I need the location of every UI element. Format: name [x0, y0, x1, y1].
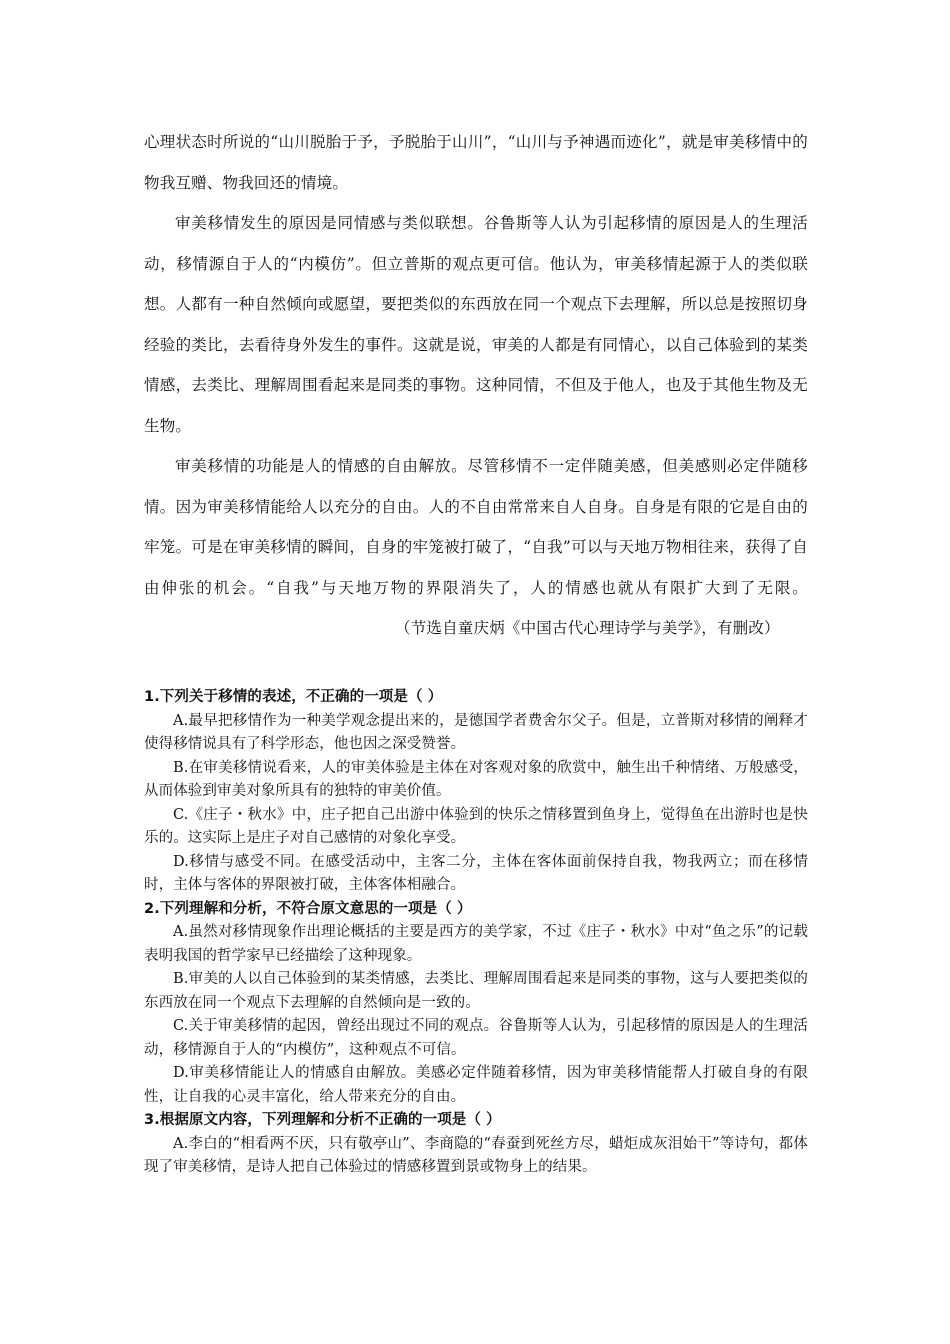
- passage-paragraph-3-text: 审美移情的功能是人的情感的自由解放。尽管移情不一定伴随美感，但美感则必定伴随移情。因为审美移情能给人以充分的自由。人的不自由常常来自人自身。自身是有限的它是自由的牢笼。可是在审美移情的瞬间，自身的牢笼被打破了，“自我”可以与天地万物相往来，获得了自由伸张的机会。“自我”与天地万物的界限消失了，人的情感也就从有限扩大到了无限。: [144, 457, 808, 597]
- option-c: C.《庄子・秋水》中，庄子把自己出游中体验到的快乐之情移置到鱼身上，觉得鱼在出游时也是快乐的。这实际上是庄子对自己感情的对象化享受。: [144, 806, 808, 846]
- option-b: B.在审美移情说看来，人的审美体验是主体在对客观对象的欣赏中，触生出千种情绪、万般感受，从而体验到审美对象所具有的独特的审美价值。: [144, 759, 808, 799]
- passage-paragraph-1: 心理状态时所说的“山川脱胎于予，予脱胎于山川”，“山川与予神遇而迹化”，就是审美移情中的物我互赠、物我回还的情境。: [144, 133, 808, 192]
- question-title: 3.根据原文内容，下列理解和分析不正确的一项是（ ）: [144, 1112, 501, 1128]
- option-a: A.虽然对移情现象作出理论概括的主要是西方的美学家，不过《庄子・秋水》中对“鱼之乐”的记载表明我国的哲学家早已经描绘了这种现象。: [144, 924, 808, 964]
- option-a: A.最早把移情作为一种美学观念提出来的，是德国学者费舍尔父子。但是，立普斯对移情的阐释才使得移情说具有了科学形态，他也因之深受赞誉。: [144, 712, 808, 752]
- passage-paragraph-2: 审美移情发生的原因是同情感与类似联想。谷鲁斯等人认为引起移情的原因是人的生理活动，移情源自于人的“内模仿”。但立普斯的观点更可信。他认为，审美移情起源于人的类似联想。人都有一种自然倾向或愿望，要把类似的东西放在同一个观点下去理解，所以总是按照切身经验的类比，去看待身外发生的事件。这就是说，审美的人都是有同情心，以自己体验到的某类情感，去类比、理解周围看起来是同类的事物。这种同情，不但及于他人，也及于其他生物及无生物。: [144, 214, 808, 435]
- option-d: D.移情与感受不同。在感受活动中，主客二分，主体在客体面前保持自我，物我两立；而在移情时，主体与客体的界限被打破，主体客体相融合。: [144, 853, 808, 893]
- option-b: B.审美的人以自己体验到的某类情感，去类比、理解周围看起来是同类的事物，这与人要把类似的东西放在同一个观点下去理解的自然倾向是一致的。: [144, 971, 808, 1011]
- passage-paragraph-3: [144, 446, 808, 649]
- question-title: 1.下列关于移情的表述，不正确的一项是（ ）: [144, 689, 443, 705]
- question-1: [144, 686, 808, 898]
- question-title: 2.下列理解和分析，不符合原文意思的一项是（ ）: [144, 900, 472, 917]
- option-c: C.关于审美移情的起因，曾经出现过不同的观点。谷鲁斯等人认为，引起移情的原因是人的生理活动，移情源自于人的“内模仿”，这种观点不可信。: [144, 1018, 808, 1058]
- passage-source: （节选自童庆炳《中国古代心理诗学与美学》，有删改）: [395, 619, 780, 637]
- reading-passage: [144, 122, 808, 649]
- question-3: [144, 1109, 808, 1180]
- question-2: [144, 898, 808, 1110]
- option-a: A.李白的“相看两不厌，只有敬亭山”、李商隐的“春蚕到死丝方尽，蜡炬成灰泪始干”等诗句，都体现了审美移情，是诗人把自己体验过的情感移置到景或物身上的结果。: [144, 1135, 808, 1175]
- question-section: [144, 686, 808, 1180]
- option-d: D.审美移情能让人的情感自由解放。美感必定伴随着移情，因为审美移情能帮人打破自身的有限性，让自我的心灵丰富化，给人带来充分的自由。: [144, 1065, 808, 1105]
